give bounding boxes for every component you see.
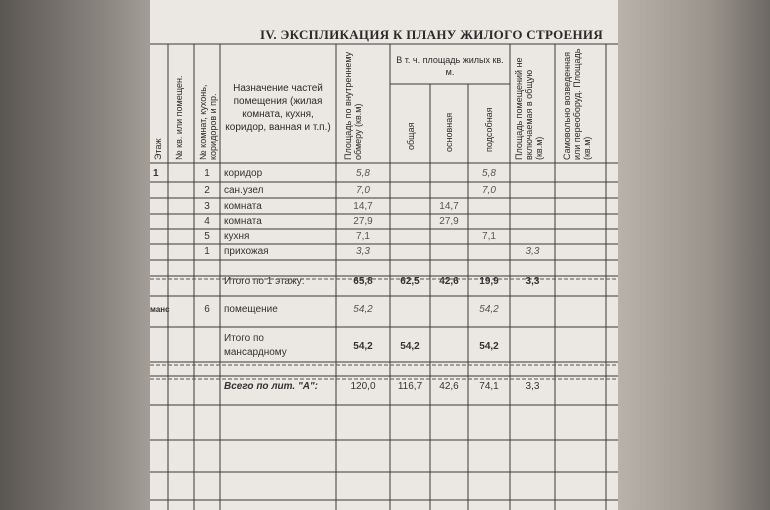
- room-name: комната: [224, 201, 262, 212]
- header-general: общая: [406, 122, 416, 150]
- room-excluded: 3,3: [525, 246, 540, 257]
- room-name: помещение: [224, 304, 278, 315]
- total-mansard-aux: 54,2: [479, 341, 499, 352]
- total-floor1-aux: 19,9: [479, 276, 499, 287]
- room-no: 3: [204, 201, 210, 212]
- header-main: основная: [444, 112, 454, 152]
- header-room-no: № комнат, кухонь, коридоров и пр.: [198, 84, 218, 160]
- total-floor1-excluded: 3,3: [525, 276, 540, 287]
- total-mansard-general: 54,2: [400, 341, 420, 352]
- header-not-included: Площадь помещений не включаемая в общую (кв.м): [514, 57, 544, 160]
- room-aux: 7,1: [482, 231, 496, 242]
- total-mansard-area: 54,2: [353, 341, 373, 352]
- document-title: IV. ЭКСПЛИКАЦИЯ К ПЛАНУ ЖИЛОГО СТРОЕНИЯ: [260, 27, 604, 42]
- room-aux: 7,0: [482, 185, 496, 196]
- room-area: 7,1: [356, 231, 370, 242]
- grand-total-general: 116,7: [397, 381, 423, 392]
- room-main: 27,9: [439, 216, 459, 227]
- grand-total-main: 42,6: [439, 381, 459, 392]
- document-page: [150, 0, 618, 510]
- room-area: 7,0: [356, 185, 370, 196]
- header-purpose: Назначение частей помещения (жилая комната, кухня, коридор, ванная и т.п.): [225, 83, 331, 133]
- room-no: 1: [204, 168, 210, 179]
- room-area: 27,9: [353, 216, 373, 227]
- grand-total-area: 120,0: [350, 381, 376, 392]
- room-name: сан.узел: [224, 185, 264, 196]
- header-auxiliary: подсобная: [484, 107, 494, 152]
- room-area: 54,2: [353, 304, 373, 315]
- total-floor1-general: 62,5: [400, 276, 420, 287]
- room-no: 6: [204, 304, 210, 315]
- header-area-total: Площадь по внутреннему обмеру (кв.м): [343, 51, 363, 160]
- room-area: 14,7: [353, 201, 373, 212]
- floor-1-label: 1: [153, 168, 159, 179]
- grand-total-label: Всего по лит. "А":: [224, 381, 318, 392]
- room-name: кухня: [224, 231, 250, 242]
- room-no: 4: [204, 216, 210, 227]
- room-main: 14,7: [439, 201, 459, 212]
- background-right: [618, 0, 770, 510]
- room-aux: 54,2: [479, 304, 499, 315]
- header-incl-group: В т. ч. площадь жилых кв. м.: [396, 55, 504, 77]
- total-floor1-label: Итого по 1 этажу:: [224, 276, 305, 287]
- room-no: 5: [204, 231, 210, 242]
- floor-mansard-label: манс: [150, 305, 170, 314]
- background-left: [0, 0, 150, 510]
- total-floor1-main: 42,6: [439, 276, 459, 287]
- room-no: 2: [204, 185, 210, 196]
- room-aux: 5,8: [482, 168, 496, 179]
- grand-total-excluded: 3,3: [525, 381, 540, 392]
- room-area: 3,3: [356, 246, 370, 257]
- room-no: 1: [204, 246, 210, 257]
- total-mansard-label-1: Итого по: [224, 333, 264, 344]
- total-mansard-label-2: мансардному: [224, 347, 287, 358]
- header-apt-no: № кв. или помещен.: [174, 75, 184, 160]
- header-floor: Этаж: [153, 138, 163, 160]
- header-self-built: Самовольно возведенная или переоборуд. Площадь (кв.м): [562, 48, 592, 160]
- total-floor1-area: 65,8: [353, 276, 373, 287]
- room-name: коридор: [224, 168, 263, 179]
- room-name: комната: [224, 216, 262, 227]
- room-area: 5,8: [356, 168, 370, 179]
- grand-total-aux: 74,1: [479, 381, 499, 392]
- room-name: прихожая: [224, 246, 269, 257]
